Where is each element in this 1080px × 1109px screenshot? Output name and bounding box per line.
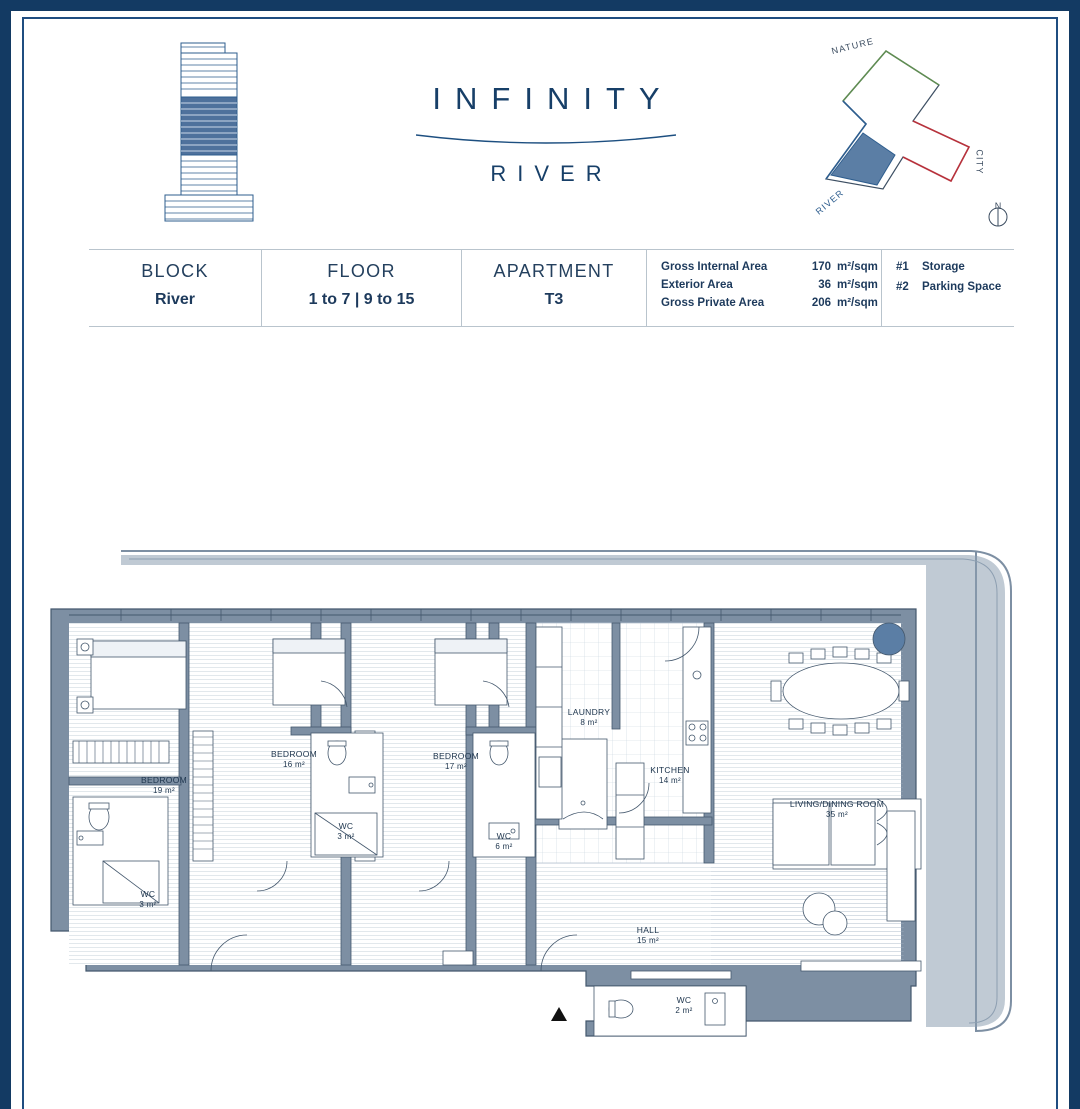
north-indicator: N xyxy=(994,201,1002,211)
room-label-wc-3: WC 6 m² xyxy=(495,831,513,852)
extra-label: Storage xyxy=(922,261,965,273)
apartment-value: T3 xyxy=(544,291,564,308)
info-block xyxy=(89,250,261,326)
room-label-laundry: LAUNDRY 8 m² xyxy=(567,707,611,728)
area-value: 170 xyxy=(811,261,831,273)
sheet-header xyxy=(11,11,1069,241)
brand-line-2: RIVER xyxy=(490,161,613,186)
extra-label: Parking Space xyxy=(922,281,1002,293)
tower-illustration xyxy=(159,39,259,229)
block-title: BLOCK xyxy=(141,261,209,281)
apartment-info-bar xyxy=(89,249,1014,327)
block-value: River xyxy=(154,291,196,308)
extra-number: #1 xyxy=(896,261,909,273)
keyplan-label-city: CITY xyxy=(974,149,985,175)
keyplan-label-river: RIVER xyxy=(813,187,846,217)
area-unit: m²/sqm xyxy=(837,261,878,273)
area-label: Exterior Area xyxy=(661,279,733,291)
key-plan xyxy=(791,29,1021,229)
brand-logo xyxy=(311,81,781,187)
apartment-title: APARTMENT xyxy=(493,261,615,281)
room-label-bedroom-1: BEDROOM 19 m² xyxy=(140,775,188,796)
info-areas xyxy=(646,250,881,326)
info-apartment xyxy=(461,250,646,326)
extra-number: #2 xyxy=(896,281,909,293)
room-label-wc-4: WC 2 m² xyxy=(675,995,693,1016)
room-label-kitchen: KITCHEN 14 m² xyxy=(650,765,690,786)
floor-plan-drawing xyxy=(11,531,1069,1071)
area-row xyxy=(661,297,881,309)
info-extras xyxy=(881,250,1014,326)
keyplan-label-nature: NATURE xyxy=(830,35,876,57)
extra-row xyxy=(896,281,1014,293)
room-label-wc-2: WC 3 m² xyxy=(337,821,355,842)
area-unit: m²/sqm xyxy=(837,279,878,291)
info-floor xyxy=(261,250,461,326)
brand-line-1: INFINITY xyxy=(432,81,674,116)
area-label: Gross Private Area xyxy=(661,297,765,309)
area-value: 36 xyxy=(818,279,831,291)
extra-row xyxy=(896,261,1014,273)
room-label-hall: HALL 15 m² xyxy=(636,925,660,946)
floor-title: FLOOR xyxy=(327,261,396,281)
room-label-bedroom-2: BEDROOM 16 m² xyxy=(270,749,318,770)
area-row xyxy=(661,279,881,291)
room-label-wc-1: WC 3 m² xyxy=(139,889,157,910)
area-row xyxy=(661,261,881,273)
floor-value: 1 to 7 | 9 to 15 xyxy=(308,291,415,308)
room-label-bedroom-3: BEDROOM 17 m² xyxy=(432,751,480,772)
room-label-living-dining: LIVING/DINING ROOM 35 m² xyxy=(789,799,885,820)
area-value: 206 xyxy=(811,297,831,309)
area-unit: m²/sqm xyxy=(837,297,878,309)
brand-divider xyxy=(416,133,676,147)
area-label: Gross Internal Area xyxy=(661,261,768,273)
